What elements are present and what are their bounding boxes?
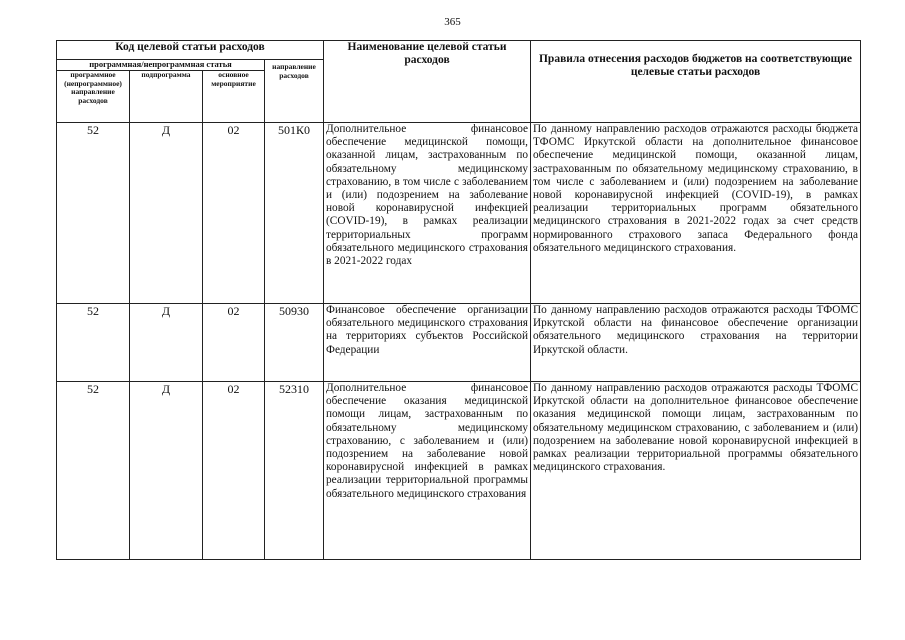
cell-direction: 52310 [265,382,324,560]
header-direction: направление расходов [265,60,324,123]
header-code-group: Код целевой статьи расходов [57,41,324,60]
cell-program: 52 [57,123,130,304]
cell-subprogram: Д [130,382,203,560]
header-rules: Правила отнесения расходов бюджетов на соответствующие целевые статьи расходов [531,41,861,123]
cell-subprogram: Д [130,304,203,382]
cell-rule: По данному направлению расходов отражаются расходы бюджета ТФОМС Иркутской области на дополнительное финансовое обеспечение медицинской помощи, оказанной лицам, застрахованным по обязательному медицинскому страхованию, в том числе с заболеванием и (или) подозрением на заболевание новой коронавирусной инфекцией (COVID-19), в рамках реализации территориальных программ обязательного медицинского страхования в 2021-2022 годах за счет средств нормированного страхового запаса Федерального фонда обязательного медицинского страхования. [531,123,861,304]
cell-program: 52 [57,304,130,382]
cell-main-event: 02 [203,123,265,304]
target-items-table [56,40,861,560]
page-number: 365 [444,16,461,28]
table-row [57,123,861,304]
cell-rule: По данному направлению расходов отражаются расходы ТФОМС Иркутской области на финансовое обеспечение организации обязательного медицинского страхования на территории Иркутской области. [531,304,861,382]
header-name: Наименование целевой статьи расходов [324,41,531,123]
cell-direction: 501К0 [265,123,324,304]
cell-name: Дополнительное финансовое обеспечение медицинской помощи, оказанной лицам, застрахованным по обязательному медицинскому страхованию, в том числе с заболеванием и (или) подозрением на заболевание новой коронавирусной инфекцией (COVID-19), в рамках реализации территориальных программ обязательного медицинского страхования в 2021-2022 годах [324,123,531,304]
table-row [57,382,861,560]
header-main-event: основное мероприятие [203,71,265,123]
table-row [57,304,861,382]
header-program-group: программная/непрограммная статья [57,60,265,71]
header-subprogram: подпрограмма [130,71,203,123]
cell-rule: По данному направлению расходов отражаются расходы ТФОМС Иркутской области на дополнительное финансовое обеспечение оказания медицинской помощи лицам, застрахованным по обязательному медицинском страхованию, с заболеванием и (или) подозрением на заболевание новой коронавирусной инфекцией в рамках реализации территориальной программы обязательного медицинского страхования. [531,382,861,560]
cell-subprogram: Д [130,123,203,304]
cell-program: 52 [57,382,130,560]
cell-direction: 50930 [265,304,324,382]
cell-name: Дополнительное финансовое обеспечение оказания медицинской помощи лицам, застрахованным по обязательному медицинскому страхованию, с заболеванием и (или) подозрением на заболевание новой коронавирусной инфекцией в рамках реализации территориальной программы обязательного медицинского страхования [324,382,531,560]
cell-main-event: 02 [203,304,265,382]
header-program: программное (непрограммное) направление расходов [57,71,130,123]
cell-main-event: 02 [203,382,265,560]
cell-name: Финансовое обеспечение организации обязательного медицинского страхования на территориях субъектов Российской Федерации [324,304,531,382]
